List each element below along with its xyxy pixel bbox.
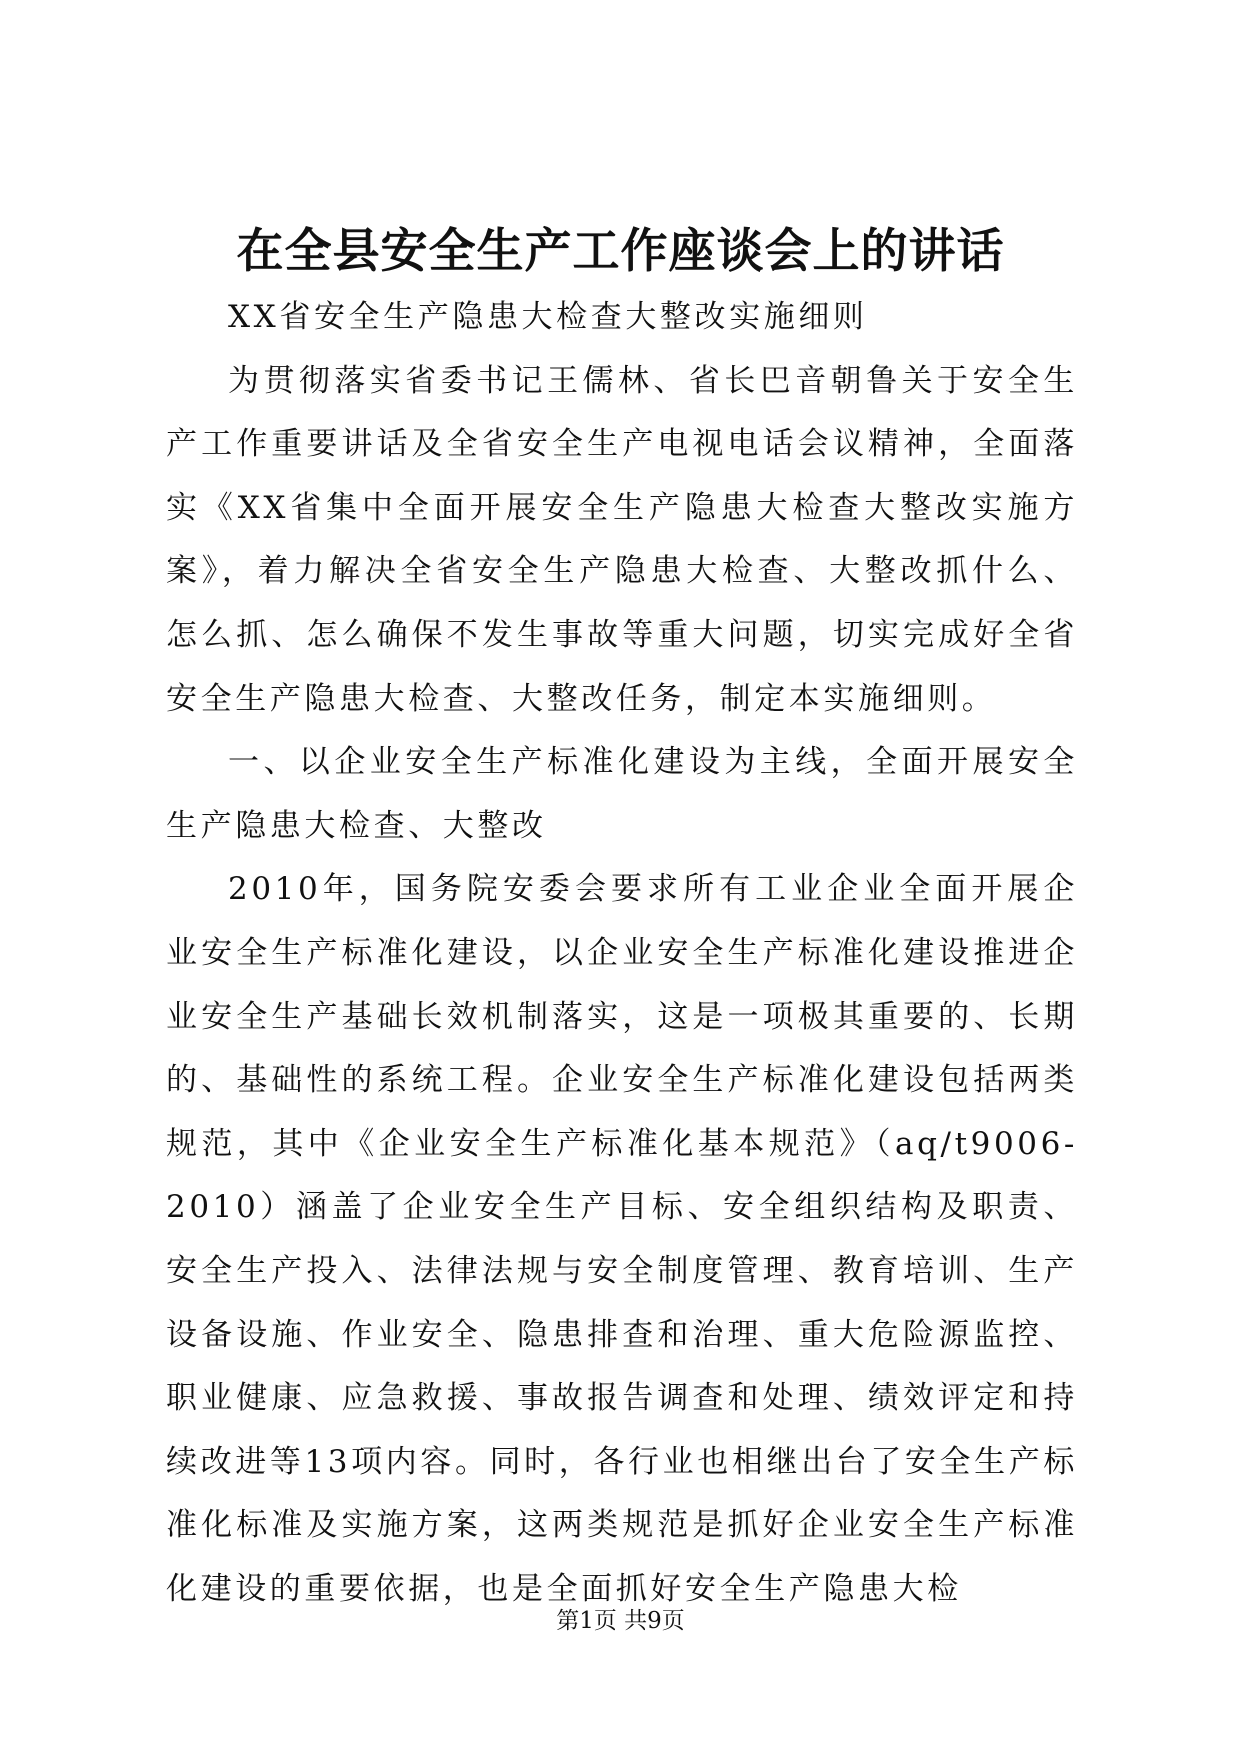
page-number: 第1页 共9页 <box>556 1608 685 1634</box>
paragraph-subtitle: XX省安全生产隐患大检查大整改实施细则 <box>228 299 868 335</box>
paragraph-section-heading: 一、以企业安全生产标准化建设为主线，全面开展安全生产隐患大检查、大整改 <box>166 744 1078 844</box>
paragraph-body: 2010年，国务院安委会要求所有工业企业全面开展企业安全生产标准化建设，以企业安全生产标准化建设推进企业安全生产基础长效机制落实，这是一项极其重要的、长期的、基础性的系统工程。企业安全生产标准化建设包括两类规范，其中《企业安全生产标准化基本规范》（aq/t9006-2010）涵盖了企业安全生产目标、安全组织结构及职责、安全生产投入、法律法规与安全制度管理、教育培训、生产设备设施、作业安全、隐患排查和治理、重大危险源监控、职业健康、应急救援、事故报告调查和处理、绩效评定和持续改进等13项内容。同时，各行业也相继出台了安全生产标准化标准及实施方案，这两类规范是抓好企业安全生产标准化建设的重要依据，也是全面抓好安全生产隐患大检 <box>166 871 1078 1607</box>
document-title: 在全县安全生产工作座谈会上的讲话 <box>236 224 1005 279</box>
document-body <box>166 286 1078 1621</box>
paragraph-intro: 为贯彻落实省委书记王儒林、省长巴音朝鲁关于安全生产工作重要讲话及全省安全生产电视电话会议精神，全面落实《XX省集中全面开展安全生产隐患大检查大整改实施方案》，着力解决全省安全生产隐患大检查、大整改抓什么、怎么抓、怎么确保不发生事故等重大问题，切实完成好全省安全生产隐患大检查、大整改任务，制定本实施细则。 <box>166 362 1078 717</box>
page-footer <box>0 1606 1241 1636</box>
